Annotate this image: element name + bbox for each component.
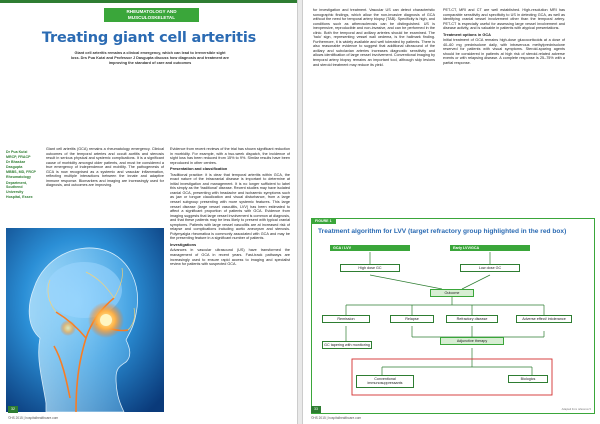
body-paragraph: Traditional practice: it is clear that temporal arteritis within GCA, the exact nature of the intracranial disease is important to determine at initial investigation and management. It is no longer sufficient to label this simply as the 'traditional' disease. Recent studies may have isolated cranial GCA, presenting with headache and ischaemic symptoms such as jaw or tongue claudication and visual disturbance, from a large vessel subgroup presenting with more systemic features. This large vessel disease (large vessel vasculitis, LVV) has been estimated to affect a significant proportion of patients with GCA. Evidence from imaging suggests that large vessel involvement is common at diagnosis, and that these patients may be less likely to present with typical cranial symptoms. Patients with large vessel vasculitis are at increased risk of relapse and complications including aortic aneurysm and stenosis. Polymyalgia rheumatica is commonly associated with GCA and may be the presenting feature in a significant number of patients.	[170, 172, 290, 241]
top-rule	[0, 0, 297, 3]
body-column-3	[313, 8, 435, 218]
node-remission: Remission	[322, 315, 370, 323]
author-line: Rheumatology	[6, 175, 31, 180]
body-column-2	[170, 147, 290, 407]
body-column-1	[46, 147, 164, 227]
subheading-presentation: Presentation and classification	[170, 166, 228, 172]
node-high-dose-gc: High dose GC	[340, 264, 400, 272]
body-paragraph: Initial treatment of GCA remains high-dose glucocorticoids at a dose of 40–60 mg prednisolone daily, with intravenous methylprednisolone reserved for patients with visual symptoms. Steroid-sparing agents should be considered in patients at high risk of steroid-related adverse events or with relapsing disease. A complete response is 25–75% with a partial response.	[443, 38, 565, 66]
section-tag-line-1: RHEUMATOLOGY AND	[126, 9, 177, 14]
node-conventional-immunosuppressants: Conventional immunosuppressants	[356, 375, 414, 388]
author-line: Department, Southend	[6, 180, 27, 190]
node-biologics: Biologics	[508, 375, 548, 383]
page-number-badge: 32	[8, 406, 18, 413]
node-adjunctive-therapy: Adjunctive therapy	[440, 337, 504, 345]
head-xray-image	[6, 228, 164, 412]
page-number-badge: 33	[311, 406, 321, 413]
author-line: Dr Bhaskar	[6, 160, 26, 165]
author-line: Dr Pua Kutzi	[6, 150, 28, 154]
subheading-treatment: Treatment options in GCA	[443, 31, 491, 37]
node-low-dose-gc: Low dose GC	[460, 264, 520, 272]
node-adverse-effect: Adverse effect/ intolerance	[516, 315, 572, 323]
node-relapse: Relapse	[390, 315, 434, 323]
article-headline: Treating giant cell arteritis	[41, 30, 257, 46]
page-footer: ©HS 2015 | hospitalhealthcare.com	[311, 416, 362, 420]
author-byline	[6, 150, 38, 200]
subheading-investigations: Investigations	[170, 241, 197, 247]
node-gca-lvv: GCA / LVV	[330, 245, 410, 251]
body-paragraph: Advances in vascular ultrasound (US) have transformed the management of GCA in recent years. Fast-track pathways are increasingly used to ensure rapid access to imaging and specialist review for patients with suspected GCA.	[170, 248, 290, 267]
body-paragraph: for investigation and treatment. Vascular US can detect characteristic sonographic findings, which allow the non-invasive diagnosis of GCA without the need for temporal artery biopsy (TAB). Specificity is high, and conditions such as atherosclerosis can be distinguished. US is inexpensive, reproducible and non-invasive, and can be performed in the clinic. Both the temporal and axillary arteries should be examined. The 'halo' sign, representing vessel wall oedema, is the hallmark finding. Furthermore, it is widely available and well tolerated by patients. There is also reasonable evidence to suggest that additional ultrasound of the axillary and subclavian arteries increases diagnostic sensitivity and allows identification of large vessel involvement. Conventional imaging by temporal artery biopsy remains an important tool, although skip lesions and steroid treatment may reduce its yield.	[313, 8, 435, 67]
article-standfirst: Giant cell arteritis remains a clinical emergency, which can lead to irreversible sight loss. Drs Pua Kutzi and Professor J Dasgupta discuss how diagnosis and treatment are improving the standard of care and outcomes	[70, 51, 230, 65]
node-outcome: Outcome	[430, 289, 474, 297]
node-early-lvv: Early LVV/GCA	[450, 245, 530, 251]
section-tag	[104, 8, 199, 22]
body-paragraph: Giant cell arteritis (GCA) remains a rheumatology emergency. Clinical outcomes of the temporal arteries and occult aortitis and stenosis result in serious physical and systemic complications. It is a significant cause of morbidity amongst older patients, and must be considered a true emergency of independence and mobility. The pathogenesis of GCA is now recognised as a systemic and vascular inflammation, reflecting multiple interactions between the innate and adaptive immune response. Biomarkers and imaging are increasingly used for diagnosis, and outcomes are improving.	[46, 147, 164, 188]
author-line: Dasgupta	[6, 165, 23, 170]
right-page	[302, 0, 600, 424]
body-paragraph: Evidence from recent reviews of the trial has shown significant reduction in morbidity. For example, with a two-week dispatch, the incidence of sight loss has been reduced from 15% to 9%. Similar results have been reproduced in other centres.	[170, 147, 290, 165]
left-page	[0, 0, 298, 424]
author-line: MBBS, MD, FRCP	[6, 170, 36, 175]
figure-treatment-algorithm	[311, 218, 595, 414]
body-column-4	[443, 8, 565, 218]
figure-credit: Adapted from reference 5	[561, 408, 591, 411]
section-tag-line-2: MUSCULOSKELETAL	[127, 15, 176, 20]
node-refractory: Refractory disease	[446, 315, 498, 323]
node-gc-tapering: GC tapering with monitoring	[322, 341, 372, 349]
body-paragraph: PET-CT, MRI and CT are well established. High-resolution MRI has comparable sensitivity and specificity to US in detecting GCA, as well as identifying cranial vessel involvement other than the temporal artery. PET-CT is especially useful for assessing large vessel involvement and disease activity, and is valuable in patients with atypical presentations.	[443, 8, 565, 31]
author-line: MRCP, FRACP	[6, 155, 31, 160]
figure-title: Treatment algorithm for LVV (target refractory group highlighted in the red box)	[318, 228, 567, 235]
figure-label: FIGURE 1	[311, 218, 336, 224]
page-footer: ©HS 2015 | hospitalhealthcare.com	[8, 416, 59, 420]
author-line: University Hospital, Essex	[6, 190, 33, 200]
